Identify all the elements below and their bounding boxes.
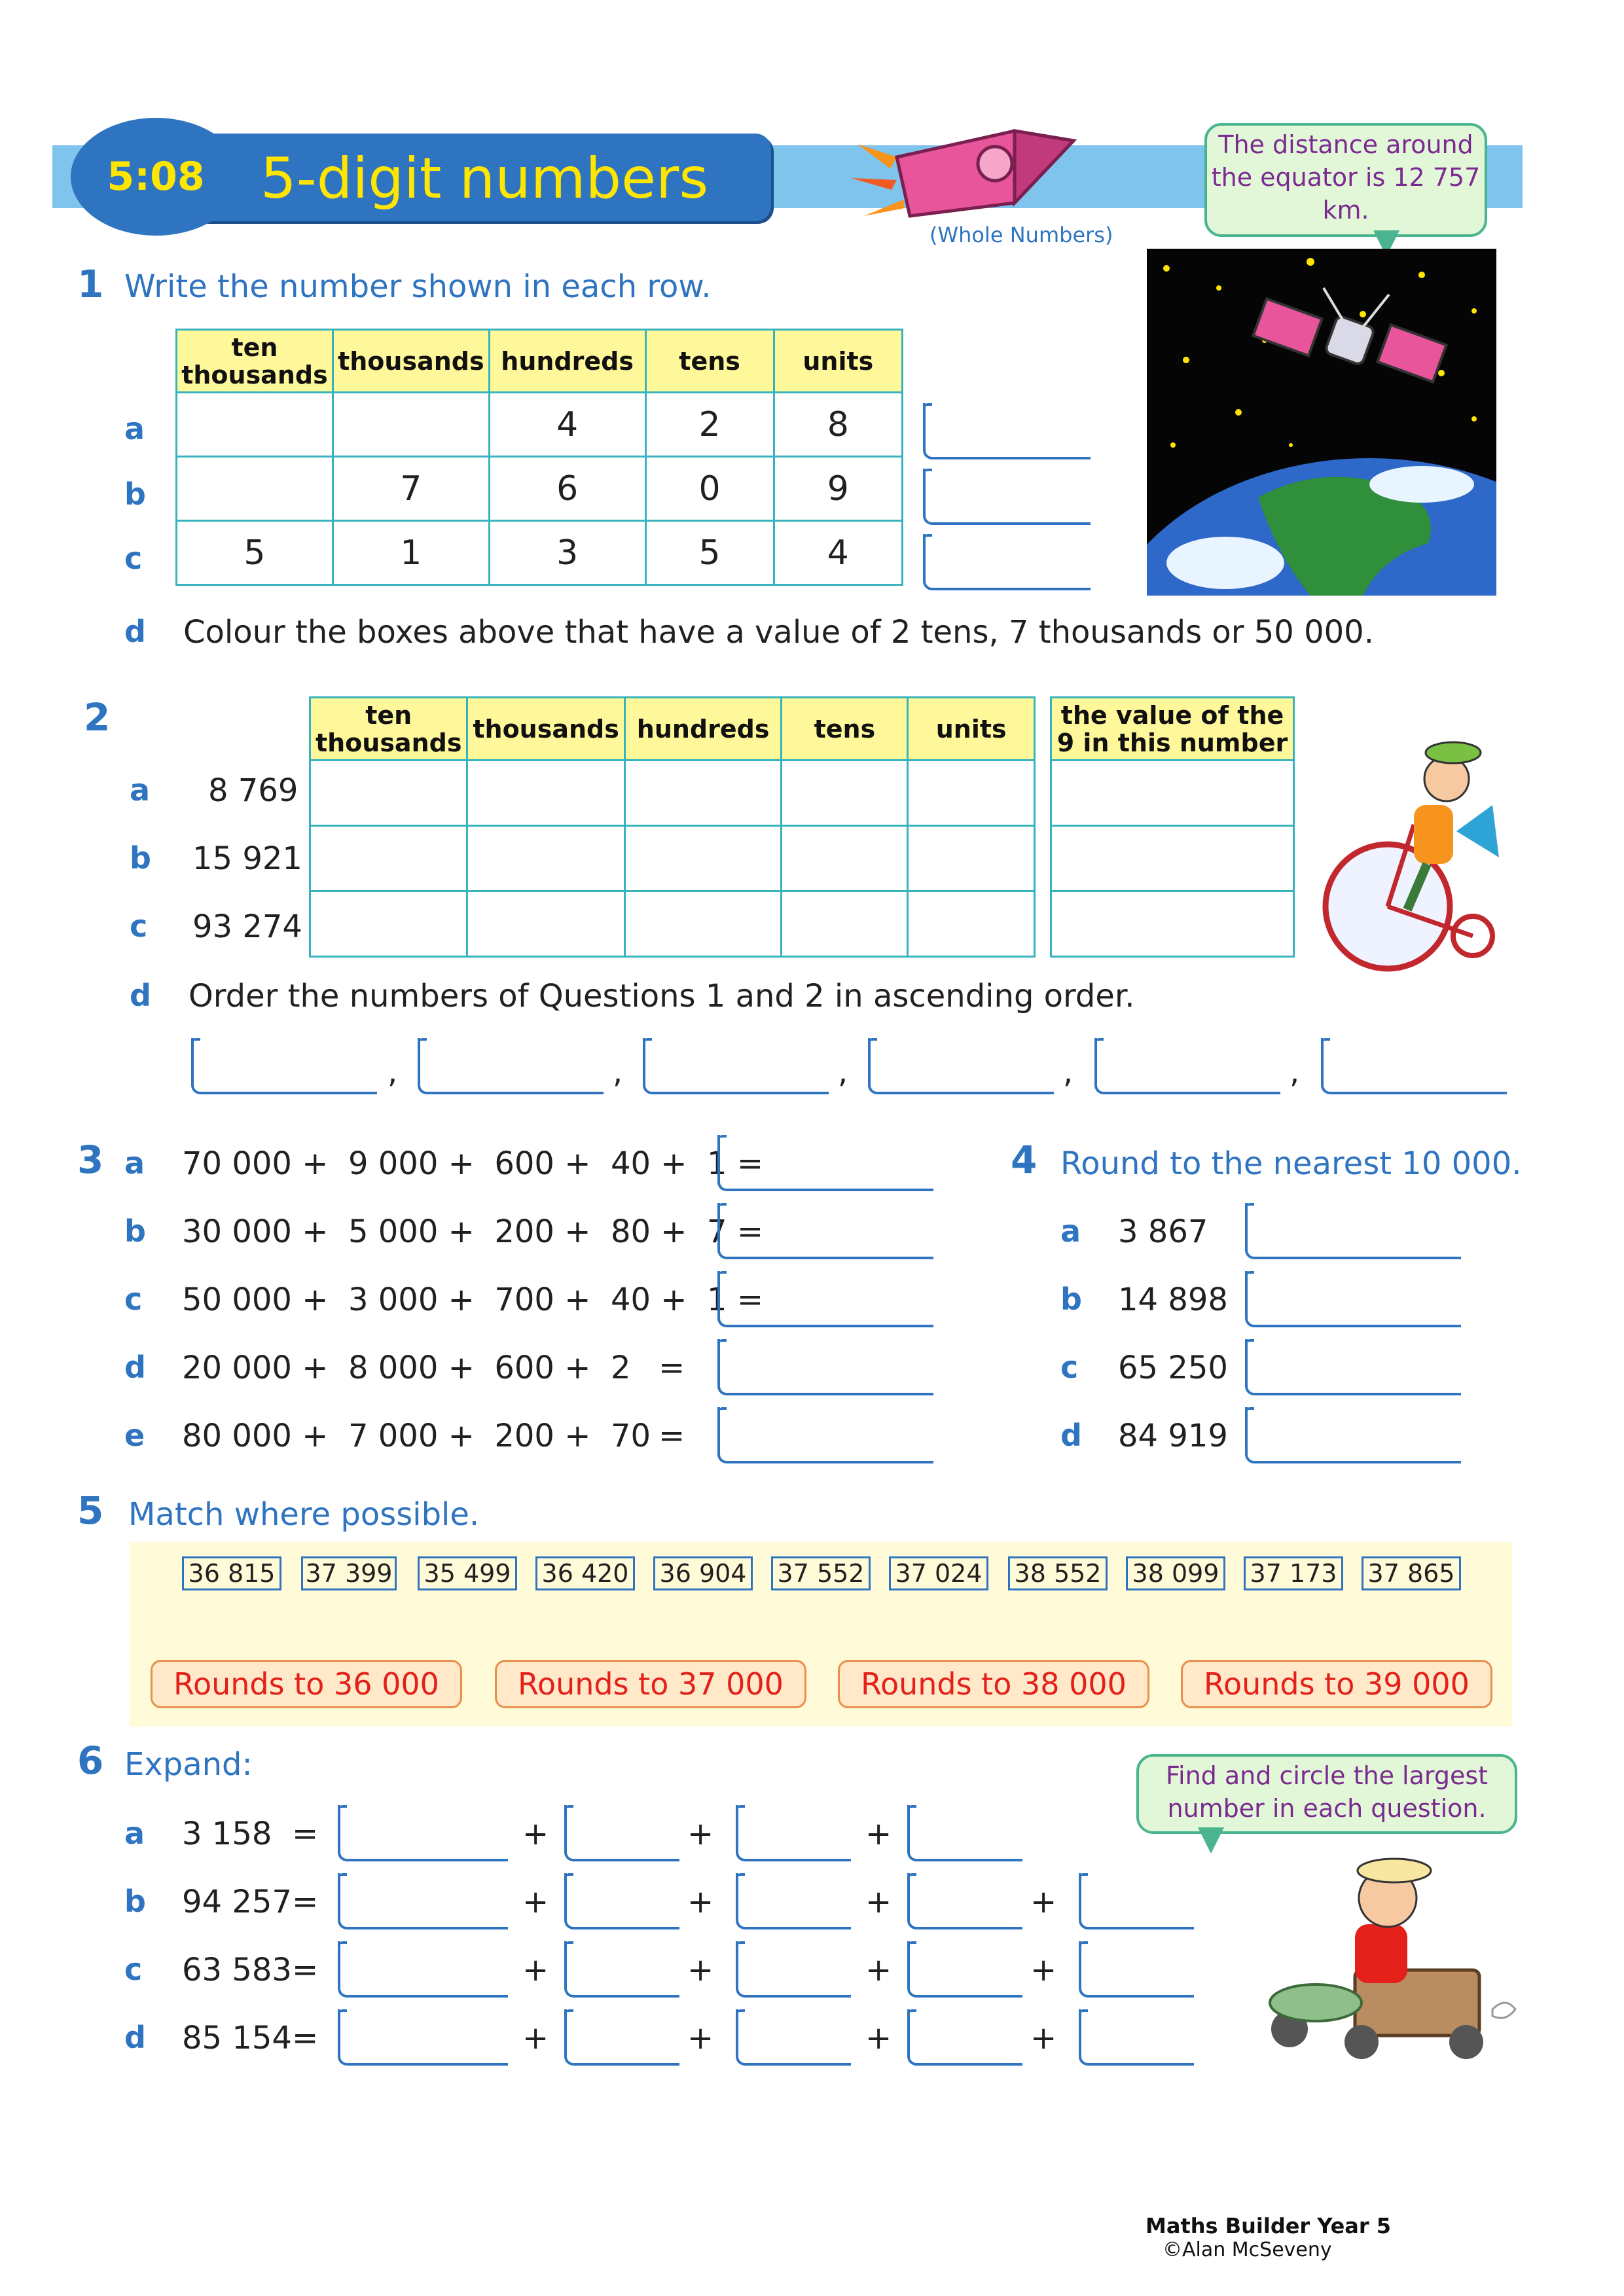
q3-equals-d: = <box>659 1350 685 1386</box>
q3-sum-c: 50 000 + 3 000 + 700 + 40 + 1 = <box>182 1282 764 1318</box>
q5-instruction: Match where possible. <box>128 1496 480 1533</box>
speech-largest-text: Find and circle the largest number in each question. <box>1165 1761 1489 1823</box>
q1-number: 1 <box>77 262 104 306</box>
q1-cell[interactable] <box>333 393 489 457</box>
q3-number: 3 <box>77 1138 104 1182</box>
q1-header-thousands: thousands <box>333 330 489 393</box>
q6-plus: + <box>522 2020 549 2056</box>
q6-answer[interactable] <box>907 2009 1022 2066</box>
q6-plus: + <box>687 1884 714 1920</box>
q3-answer-b[interactable] <box>717 1203 933 1259</box>
q3-answer-a[interactable] <box>717 1135 933 1191</box>
q1-d-text: Colour the boxes above that have a value of 2 tens, 7 thousands or 50 000. <box>183 614 1374 651</box>
q3-label-d: d <box>124 1350 146 1385</box>
match-number[interactable]: 37 173 <box>1244 1556 1343 1590</box>
q2-cell[interactable] <box>908 891 1035 957</box>
round-target-38000[interactable]: Rounds to 38 000 <box>838 1660 1149 1708</box>
q6-value-c: 63 583 <box>182 1952 292 1988</box>
match-number[interactable]: 36 420 <box>535 1556 635 1590</box>
round-target-36000[interactable]: Rounds to 36 000 <box>151 1660 462 1708</box>
q6-answer[interactable] <box>338 1873 508 1929</box>
q2-cell[interactable] <box>624 891 782 957</box>
q1-cell[interactable]: 0 <box>645 457 774 521</box>
q2-place-value-table <box>309 696 1036 958</box>
q2-cell[interactable] <box>467 761 624 826</box>
q6-answer[interactable] <box>1079 1873 1194 1929</box>
q1-row-c <box>177 521 903 585</box>
rocket-flame-icon <box>851 144 905 216</box>
q2-cell[interactable] <box>310 761 467 826</box>
q2-cell[interactable] <box>624 826 782 891</box>
q6-answer[interactable] <box>564 2009 679 2066</box>
q4-value-d: 84 919 <box>1118 1418 1228 1454</box>
q2-header-thousands: thousands <box>467 698 624 761</box>
q6-plus: + <box>687 1952 714 1988</box>
order-comma: , <box>388 1054 398 1090</box>
q6-plus: + <box>1030 2020 1057 2056</box>
speech-equator-text: The distance around the equator is 12 757 km. <box>1211 130 1481 224</box>
q4-answer-c[interactable] <box>1245 1339 1461 1395</box>
match-number[interactable]: 35 499 <box>418 1556 517 1590</box>
q1-header-ten-thousands: ten thousands <box>177 330 333 393</box>
q2-value-cell[interactable] <box>1051 826 1294 891</box>
q2-cell[interactable] <box>310 826 467 891</box>
q2-label-c: c <box>130 908 148 944</box>
q2-row-b <box>310 826 1035 891</box>
q3-answer-d[interactable] <box>717 1339 933 1395</box>
q1-cell[interactable]: 4 <box>774 521 902 585</box>
q1-cell[interactable]: 9 <box>774 457 902 521</box>
q1-header-tens: tens <box>645 330 774 393</box>
q6-answer[interactable] <box>736 1941 851 1998</box>
q1-header-hundreds: hundreds <box>489 330 645 393</box>
q6-answer[interactable] <box>338 1941 508 1998</box>
q6-answer[interactable] <box>736 1805 851 1861</box>
q2-cell[interactable] <box>782 891 908 957</box>
match-number[interactable]: 37 399 <box>301 1556 397 1590</box>
q2-row-a <box>310 761 1035 826</box>
q6-plus: + <box>865 1884 892 1920</box>
q4-value-c: 65 250 <box>1118 1350 1228 1386</box>
q6-answer[interactable] <box>1079 1941 1194 1998</box>
q6-plus: + <box>865 1952 892 1988</box>
q6-answer[interactable] <box>564 1941 679 1998</box>
order-answer-6[interactable] <box>1321 1038 1507 1094</box>
q5-number: 5 <box>77 1488 104 1533</box>
q1-label-d: d <box>124 614 146 649</box>
q1-answer-b[interactable] <box>923 469 1091 525</box>
q3-sum-d: 20 000 + 8 000 + 600 + 2 <box>182 1350 631 1386</box>
order-answer-1[interactable] <box>191 1038 377 1094</box>
q6-answer[interactable] <box>736 1873 851 1929</box>
q1-label-a: a <box>124 411 145 446</box>
order-answer-2[interactable] <box>418 1038 604 1094</box>
footer-copyright: ©Alan McSeveny <box>1163 2238 1332 2261</box>
q6-plus: + <box>522 1816 549 1852</box>
q1-cell[interactable] <box>177 393 333 457</box>
q2-row-c <box>310 891 1035 957</box>
q4-answer-a[interactable] <box>1245 1203 1461 1259</box>
match-number[interactable]: 37 024 <box>889 1556 988 1590</box>
q1-label-c: c <box>124 541 143 576</box>
q6-value-d: 85 154 <box>182 2020 292 2056</box>
round-target-39000[interactable]: Rounds to 39 000 <box>1181 1660 1492 1708</box>
order-answer-4[interactable] <box>868 1038 1054 1094</box>
q2-value-cell[interactable] <box>1051 891 1294 957</box>
q3-label-e: e <box>124 1418 145 1453</box>
earth-icon <box>1147 458 1496 596</box>
lesson-number: 5:08 <box>107 154 205 200</box>
go-kart-boy-illustration <box>1244 1846 1519 2062</box>
order-comma: , <box>1290 1054 1300 1090</box>
round-target-37000[interactable]: Rounds to 37 000 <box>495 1660 806 1708</box>
q3-answer-e[interactable] <box>717 1407 933 1463</box>
q6-equals: = <box>292 1884 319 1920</box>
q3-answer-c[interactable] <box>717 1271 933 1327</box>
q2-cell[interactable] <box>624 761 782 826</box>
q6-instruction: Expand: <box>124 1746 253 1783</box>
q2-value-cell[interactable] <box>1051 761 1294 826</box>
q6-answer[interactable] <box>907 1941 1022 1998</box>
cyclist-illustration <box>1316 726 1506 975</box>
q3-label-b: b <box>124 1213 146 1249</box>
q4-value-a: 3 867 <box>1118 1213 1208 1250</box>
page-title: 5-digit numbers <box>261 146 709 211</box>
q4-label-a: a <box>1060 1213 1081 1249</box>
subtitle: (Whole Numbers) <box>929 223 1113 247</box>
q2-cell[interactable] <box>782 761 908 826</box>
q6-plus: + <box>865 1816 892 1852</box>
q1-cell[interactable]: 3 <box>489 521 645 585</box>
q1-cell[interactable]: 2 <box>645 393 774 457</box>
q1-header-units: units <box>774 330 902 393</box>
q6-plus: + <box>687 1816 714 1852</box>
q6-value-a: 3 158 <box>182 1816 272 1852</box>
q2-number-c: 93 274 <box>192 908 302 945</box>
speech-bubble-largest <box>1136 1754 1517 1834</box>
satellite-icon <box>1253 288 1446 382</box>
q2-value-header: the value of the 9 in this number <box>1051 698 1294 761</box>
q2-label-b: b <box>130 840 151 876</box>
match-number[interactable]: 38 552 <box>1008 1556 1108 1590</box>
q1-cell[interactable]: 5 <box>177 521 333 585</box>
q2-label-d: d <box>130 978 151 1013</box>
order-comma: , <box>613 1054 623 1090</box>
q3-label-c: c <box>124 1282 143 1317</box>
q4-label-d: d <box>1060 1418 1082 1453</box>
q6-equals: = <box>292 1816 319 1852</box>
q2-label-a: a <box>130 772 151 808</box>
q2-value-table <box>1050 696 1295 958</box>
order-answer-5[interactable] <box>1094 1038 1280 1094</box>
q1-answer-c[interactable] <box>923 534 1091 590</box>
footer-book-title: Maths Builder Year 5 <box>1146 2214 1392 2238</box>
q4-number: 4 <box>1011 1138 1038 1182</box>
match-number[interactable]: 37 865 <box>1362 1556 1461 1590</box>
q6-answer[interactable] <box>564 1873 679 1929</box>
q1-cell[interactable]: 6 <box>489 457 645 521</box>
order-comma: , <box>838 1054 848 1090</box>
q6-answer[interactable] <box>907 1805 1022 1861</box>
q2-number: 2 <box>84 695 111 740</box>
q1-cell[interactable] <box>177 457 333 521</box>
q6-plus: + <box>1030 1952 1057 1988</box>
q1-answer-a[interactable] <box>923 403 1091 459</box>
q6-answer[interactable] <box>907 1873 1022 1929</box>
q2-header-hundreds: hundreds <box>624 698 782 761</box>
match-number[interactable]: 38 099 <box>1126 1556 1225 1590</box>
q4-label-c: c <box>1060 1350 1079 1385</box>
q6-plus: + <box>522 1952 549 1988</box>
q6-answer[interactable] <box>1079 2009 1194 2066</box>
q3-sum-b: 30 000 + 5 000 + 200 + 80 + 7 = <box>182 1213 764 1250</box>
q2-header-ten-thousands: ten thousands <box>310 698 467 761</box>
q2-d-text: Order the numbers of Questions 1 and 2 in ascending order. <box>189 978 1135 1014</box>
q6-plus: + <box>1030 1884 1057 1920</box>
q2-number-b: 15 921 <box>192 840 302 877</box>
speech-tail <box>1198 1827 1224 1854</box>
q3-sum-a: 70 000 + 9 000 + 600 + 40 + 1 = <box>182 1145 764 1182</box>
q1-cell[interactable]: 7 <box>333 457 489 521</box>
q6-plus: + <box>522 1884 549 1920</box>
q6-equals: = <box>292 2020 319 2056</box>
q2-cell[interactable] <box>782 826 908 891</box>
q2-cell[interactable] <box>467 891 624 957</box>
q1-row-a <box>177 393 903 457</box>
q6-answer[interactable] <box>736 2009 851 2066</box>
order-comma: , <box>1063 1054 1074 1090</box>
q2-cell[interactable] <box>310 891 467 957</box>
q4-value-b: 14 898 <box>1118 1282 1228 1318</box>
match-number[interactable]: 36 904 <box>653 1556 753 1590</box>
q6-label-d: d <box>124 2020 146 2055</box>
q2-cell[interactable] <box>908 761 1035 826</box>
q4-answer-d[interactable] <box>1245 1407 1461 1463</box>
q6-label-a: a <box>124 1816 145 1851</box>
q2-number-a: 8 769 <box>208 772 298 809</box>
q1-row-b <box>177 457 903 521</box>
q1-cell[interactable]: 5 <box>645 521 774 585</box>
q1-instruction: Write the number shown in each row. <box>124 268 712 305</box>
space-satellite-illustration <box>1147 249 1496 596</box>
q2-header-tens: tens <box>782 698 908 761</box>
q4-label-b: b <box>1060 1282 1082 1317</box>
q1-cell[interactable]: 8 <box>774 393 902 457</box>
q1-cell[interactable]: 4 <box>489 393 645 457</box>
match-number[interactable]: 36 815 <box>182 1556 281 1590</box>
speech-bubble-equator <box>1204 123 1487 237</box>
q6-value-b: 94 257 <box>182 1884 292 1920</box>
match-number[interactable]: 37 552 <box>771 1556 871 1590</box>
q4-answer-b[interactable] <box>1245 1271 1461 1327</box>
q1-cell[interactable]: 1 <box>333 521 489 585</box>
q6-number: 6 <box>77 1738 104 1783</box>
q6-label-c: c <box>124 1952 143 1987</box>
q3-label-a: a <box>124 1145 145 1181</box>
q3-equals-e: = <box>659 1418 685 1454</box>
q1-label-b: b <box>124 476 146 512</box>
q1-place-value-table <box>175 329 903 586</box>
q2-header-units: units <box>908 698 1035 761</box>
q4-instruction: Round to the nearest 10 000. <box>1060 1145 1522 1182</box>
order-answer-3[interactable] <box>643 1038 829 1094</box>
rocket-illustration <box>851 118 1093 236</box>
q6-answer[interactable] <box>338 1805 508 1861</box>
q6-label-b: b <box>124 1884 146 1919</box>
q2-cell[interactable] <box>908 826 1035 891</box>
q6-equals: = <box>292 1952 319 1988</box>
q6-answer[interactable] <box>338 2009 508 2066</box>
q6-plus: + <box>687 2020 714 2056</box>
q2-cell[interactable] <box>467 826 624 891</box>
q3-sum-e: 80 000 + 7 000 + 200 + 70 <box>182 1418 651 1454</box>
q6-plus: + <box>865 2020 892 2056</box>
q6-answer[interactable] <box>564 1805 679 1861</box>
